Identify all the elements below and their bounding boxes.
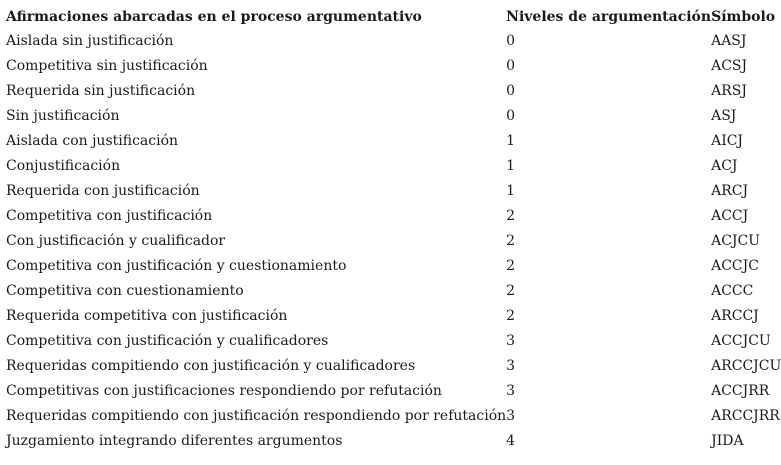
cell-nivel: 1 (506, 133, 516, 149)
table-row (6, 406, 781, 431)
cell-afirmacion: Requerida competitiva con justificación (6, 308, 288, 324)
header-afirmaciones: Afirmaciones abarcadas en el proceso argumentativo (6, 9, 422, 25)
cell-afirmacion: Requerida con justificación (6, 183, 200, 199)
cell-nivel: 0 (506, 58, 516, 74)
cell-afirmacion: Conjustificación (6, 158, 121, 174)
cell-nivel: 4 (506, 433, 516, 449)
cell-afirmacion: Requeridas compitiendo con justificación respondiendo por refutación (6, 408, 507, 424)
table-row (6, 56, 781, 81)
cell-afirmacion: Sin justificación (6, 108, 120, 124)
cell-simbolo: ACJ (711, 158, 738, 174)
cell-simbolo: JIDA (711, 433, 744, 449)
cell-afirmacion: Aislada sin justificación (6, 33, 174, 49)
cell-afirmacion: Aislada con justificación (6, 133, 179, 149)
cell-simbolo: ARCCJCU (711, 358, 781, 374)
table-row (6, 106, 781, 131)
cell-simbolo: ASJ (711, 108, 737, 124)
cell-afirmacion: Con justificación y cualificador (6, 233, 226, 249)
cell-simbolo: ACCJC (711, 258, 759, 274)
table-row (6, 31, 781, 56)
table-row (6, 256, 781, 281)
cell-simbolo: ACSJ (711, 58, 748, 74)
table-row (6, 356, 781, 381)
header-simbolo: Símbolo (711, 9, 776, 25)
cell-nivel: 3 (506, 333, 516, 349)
cell-afirmacion: Competitiva con justificación y cualificadores (6, 333, 329, 349)
argumentation-levels-table (6, 7, 781, 456)
cell-nivel: 2 (506, 258, 516, 274)
table-body (6, 31, 781, 456)
cell-simbolo: ACCC (711, 283, 754, 299)
cell-simbolo: ACCJCU (711, 333, 771, 349)
table-row (6, 81, 781, 106)
cell-simbolo: ARSJ (711, 83, 747, 99)
cell-nivel: 2 (506, 233, 516, 249)
table-row (6, 131, 781, 156)
cell-nivel: 2 (506, 208, 516, 224)
table-row (6, 281, 781, 306)
cell-nivel: 2 (506, 308, 516, 324)
header-niveles: Niveles de argumentación (506, 9, 712, 25)
cell-nivel: 3 (506, 408, 516, 424)
cell-simbolo: ARCCJRR (711, 408, 780, 424)
cell-afirmacion: Juzgamiento integrando diferentes argumentos (6, 433, 343, 449)
cell-nivel: 3 (506, 358, 516, 374)
cell-afirmacion: Competitiva con justificación y cuestionamiento (6, 258, 347, 274)
cell-nivel: 3 (506, 383, 516, 399)
cell-simbolo: AICJ (711, 133, 744, 149)
cell-simbolo: AASJ (711, 33, 747, 49)
cell-simbolo: ARCJ (711, 183, 749, 199)
cell-nivel: 0 (506, 33, 516, 49)
cell-afirmacion: Competitiva sin justificación (6, 58, 208, 74)
cell-simbolo: ACJCU (711, 233, 761, 249)
table-row (6, 181, 781, 206)
table-row (6, 431, 781, 456)
cell-afirmacion: Competitivas con justificaciones respondiendo por refutación (6, 383, 442, 399)
table-row (6, 381, 781, 406)
cell-nivel: 1 (506, 183, 516, 199)
cell-nivel: 1 (506, 158, 516, 174)
cell-nivel: 0 (506, 108, 516, 124)
cell-nivel: 0 (506, 83, 516, 99)
cell-simbolo: ARCCJ (711, 308, 759, 324)
table-header-row (6, 7, 781, 31)
table-row (6, 331, 781, 356)
table-row (6, 156, 781, 181)
table-row (6, 206, 781, 231)
cell-afirmacion: Requeridas compitiendo con justificación y cualificadores (6, 358, 416, 374)
cell-afirmacion: Competitiva con cuestionamiento (6, 283, 244, 299)
table-row (6, 231, 781, 256)
cell-afirmacion: Competitiva con justificación (6, 208, 213, 224)
cell-nivel: 2 (506, 283, 516, 299)
cell-simbolo: ACCJRR (711, 383, 770, 399)
cell-afirmacion: Requerida sin justificación (6, 83, 196, 99)
cell-simbolo: ACCJ (711, 208, 749, 224)
table-row (6, 306, 781, 331)
